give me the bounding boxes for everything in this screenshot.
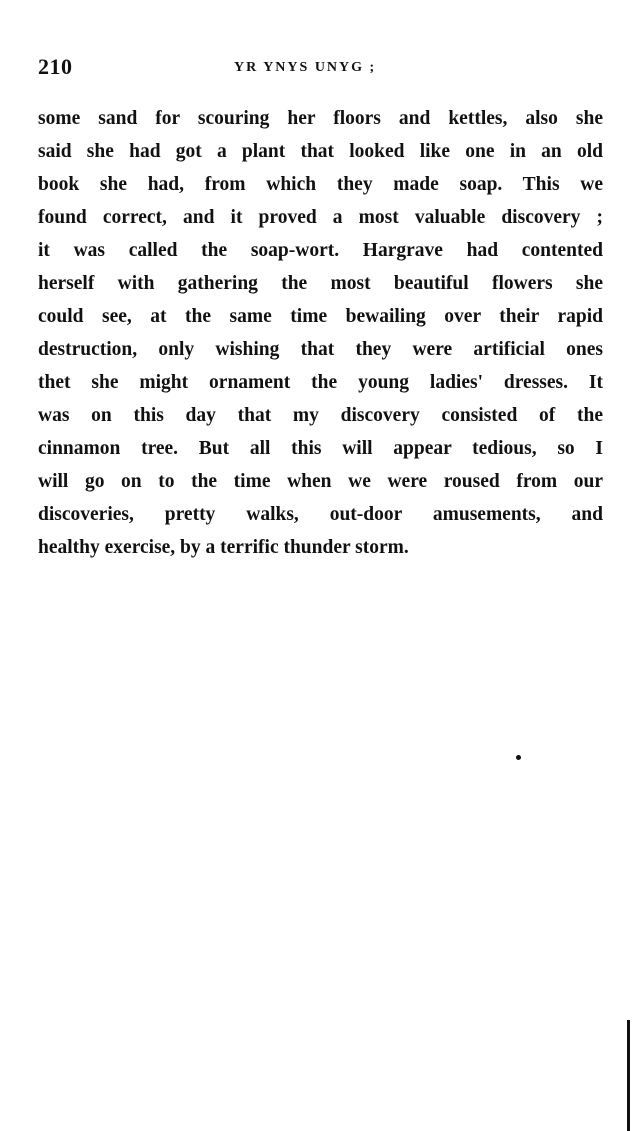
- page-number: 210: [38, 54, 73, 79]
- text-line: book she had, from which they made soap. This we: [38, 174, 603, 195]
- text-line: herself with gathering the most beautiful flowers she: [38, 273, 603, 294]
- text-line: found correct, and it proved a most valuable discovery ;: [38, 207, 603, 228]
- text-line: was on this day that my discovery consisted of the: [38, 405, 603, 426]
- page-header: [38, 54, 603, 84]
- text-line: discoveries, pretty walks, out-door amusements, and: [38, 504, 603, 525]
- text-line: cinnamon tree. But all this will appear tedious, so I: [38, 438, 603, 459]
- text-line: some sand for scouring her floors and kettles, also she: [38, 108, 603, 129]
- text-line: it was called the soap-wort. Hargrave had contented: [38, 240, 603, 261]
- ink-speck: [516, 755, 521, 760]
- text-line: said she had got a plant that looked like one in an old: [38, 141, 603, 162]
- text-line: thet she might ornament the young ladies' dresses. It: [38, 372, 603, 393]
- scan-edge-line: [627, 1020, 630, 1131]
- text-line: destruction, only wishing that they were artificial ones: [38, 339, 603, 360]
- text-line: could see, at the same time bewailing over their rapid: [38, 306, 603, 327]
- text-line: healthy exercise, by a terrific thunder storm.: [38, 537, 409, 558]
- running-head: YR YNYS UNYG ;: [234, 60, 377, 75]
- body-paragraph: [38, 102, 603, 564]
- text-line: will go on to the time when we were roused from our: [38, 471, 603, 492]
